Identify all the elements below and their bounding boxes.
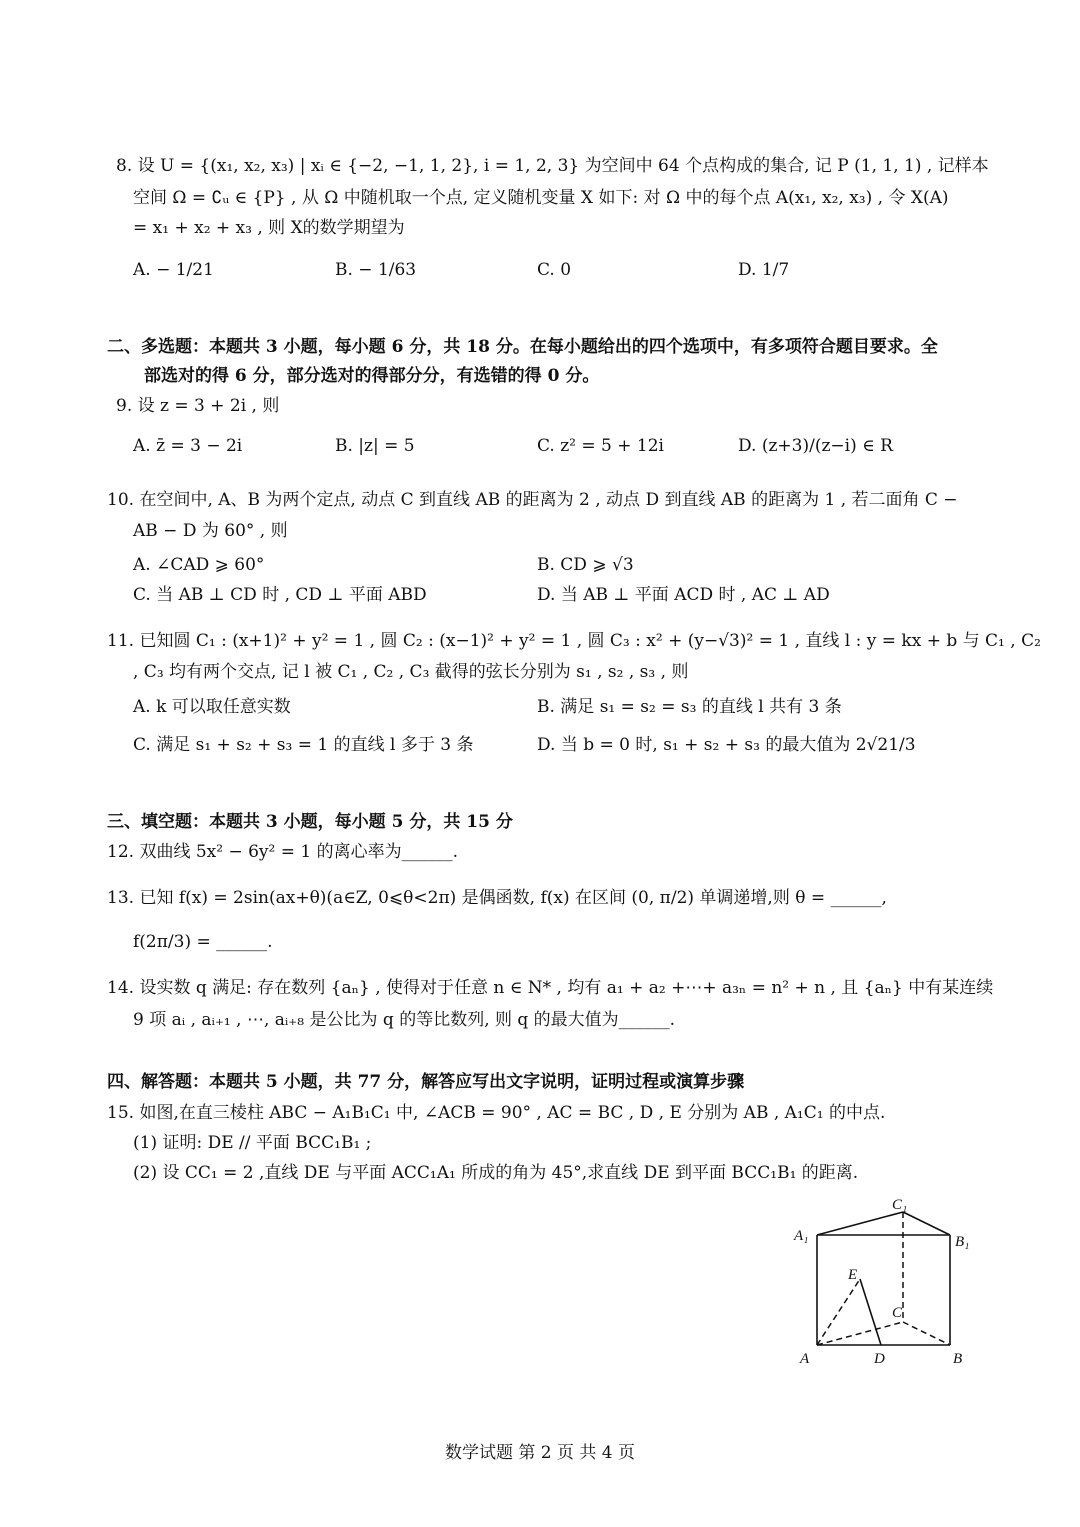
q8-line3: = x₁ + x₂ + x₃ , 则 X的数学期望为 — [133, 218, 405, 238]
q15-part1: (1) 证明: DE // 平面 BCC₁B₁ ; — [133, 1133, 372, 1153]
label-a: A — [800, 1351, 810, 1367]
q12-text: 12. 双曲线 5x² − 6y² = 1 的离心率为______. — [107, 842, 459, 862]
q15-part2: (2) 设 CC₁ = 2 ,直线 DE 与平面 ACC₁A₁ 所成的角为 45°,求直线 DE 到平面 BCC₁B₁ 的距离. — [133, 1163, 859, 1183]
q8-line1: 8. 设 U = {(x₁, x₂, x₃) | xᵢ ∈ {−2, −1, 1, 2}, i = 1, 2, 3} 为空间中 64 个点构成的集合, 记 P (1, 1, 1) , 记样本 — [116, 156, 989, 176]
label-b1: B₁ — [955, 1234, 970, 1250]
q9-option-a: A. z̄ = 3 − 2i — [133, 436, 243, 456]
q15-line1: 15. 如图,在直三棱柱 ABC − A₁B₁C₁ 中, ∠ACB = 90° , AC = BC , D , E 分别为 AB , A₁C₁ 的中点. — [107, 1103, 886, 1123]
section4-heading: 四、解答题：本题共 5 小题，共 77 分，解答应写出文字说明，证明过程或演算步骤 — [107, 1072, 745, 1092]
q8-option-c: C. 0 — [537, 260, 572, 280]
section2-heading-line1: 二、多选题：本题共 3 小题，每小题 6 分，共 18 分。在每小题给出的四个选项中，有多项符合题目要求。全 — [107, 337, 938, 357]
segment-a-e-dashed — [817, 1279, 860, 1345]
q14-line2: 9 项 aᵢ , aᵢ₊₁ , ⋯, aᵢ₊₈ 是公比为 q 的等比数列, 则 q 的最大值为______. — [133, 1010, 676, 1030]
section2-heading-line2: 部选对的得 6 分，部分选对的得部分分，有选错的得 0 分。 — [144, 366, 600, 386]
label-d: D — [874, 1351, 885, 1367]
q11-option-c: C. 满足 s₁ + s₂ + s₃ = 1 的直线 l 多于 3 条 — [133, 735, 474, 755]
label-e: E — [848, 1267, 858, 1283]
label-a1: A₁ — [794, 1228, 809, 1244]
label-c1: C₁ — [892, 1197, 908, 1213]
q11-option-d: D. 当 b = 0 时, s₁ + s₂ + s₃ 的最大值为 2√21/3 — [537, 735, 916, 755]
q14-line1: 14. 设实数 q 满足: 存在数列 {aₙ} , 使得对于任意 n ∈ N* , 均有 a₁ + a₂ +⋯+ a₃ₙ = n² + n , 且 {aₙ} 中有某连续 — [107, 978, 994, 998]
q10-option-b: B. CD ⩾ √3 — [537, 555, 634, 575]
page-footer: 数学试题 第 2 页 共 4 页 — [444, 1443, 636, 1463]
label-c: C — [892, 1305, 903, 1321]
q9-option-c: C. z² = 5 + 12i — [537, 436, 664, 456]
q11-option-a: A. k 可以取任意实数 — [133, 697, 291, 717]
prism-figure — [790, 1195, 980, 1375]
q11-option-b: B. 满足 s₁ = s₂ = s₃ 的直线 l 共有 3 条 — [537, 697, 842, 717]
q11-line1: 11. 已知圆 C₁ : (x+1)² + y² = 1 , 圆 C₂ : (x−1)² + y² = 1 , 圆 C₃ : x² + (y−√3)² = 1 , 直线 l : y = kx + b 与 C₁ , C₂ — [107, 631, 1041, 651]
q10-option-c: C. 当 AB ⊥ CD 时 , CD ⊥ 平面 ABD — [133, 585, 427, 605]
q9-option-b: B. |z| = 5 — [335, 436, 415, 456]
q13-line2: f(2π/3) = ______. — [133, 932, 273, 952]
q8-line2: 空间 Ω = ∁ᵤ ∈ {P} , 从 Ω 中随机取一个点, 定义随机变量 X 如下: 对 Ω 中的每个点 A(x₁, x₂, x₃) , 令 X(A) — [133, 188, 949, 208]
q8-option-a: A. − 1/21 — [133, 260, 214, 280]
q9-option-d: D. (z+3)/(z−i) ∈ R — [738, 436, 893, 456]
section3-heading: 三、填空题：本题共 3 小题，每小题 5 分，共 15 分 — [107, 812, 513, 832]
prism-diagram — [790, 1195, 980, 1375]
q10-option-a: A. ∠CAD ⩾ 60° — [133, 555, 265, 575]
edge-a1-c1 — [817, 1212, 903, 1235]
q10-line2: AB − D 为 60° , 则 — [133, 521, 288, 541]
label-b: B — [953, 1351, 963, 1367]
q10-option-d: D. 当 AB ⊥ 平面 ACD 时 , AC ⊥ AD — [537, 585, 830, 605]
q9-stem: 9. 设 z = 3 + 2i , 则 — [116, 396, 280, 416]
segment-e-d — [860, 1279, 881, 1345]
q10-line1: 10. 在空间中, A、B 为两个定点, 动点 C 到直线 AB 的距离为 2 , 动点 D 到直线 AB 的距离为 1 , 若二面角 C − — [107, 490, 958, 510]
q13-line1: 13. 已知 f(x) = 2sin(ax+θ)(a∈Z, 0⩽θ<2π) 是偶函数, f(x) 在区间 (0, π/2) 单调递增,则 θ = ______, — [107, 888, 887, 908]
q8-option-b: B. − 1/63 — [335, 260, 417, 280]
edge-c-b-dashed — [903, 1322, 950, 1345]
q8-option-d: D. 1/7 — [738, 260, 790, 280]
q11-line2: , C₃ 均有两个交点, 记 l 被 C₁ , C₂ , C₃ 截得的弦长分别为 s₁ , s₂ , s₃ , 则 — [133, 662, 689, 682]
edge-c1-b1 — [903, 1212, 950, 1235]
